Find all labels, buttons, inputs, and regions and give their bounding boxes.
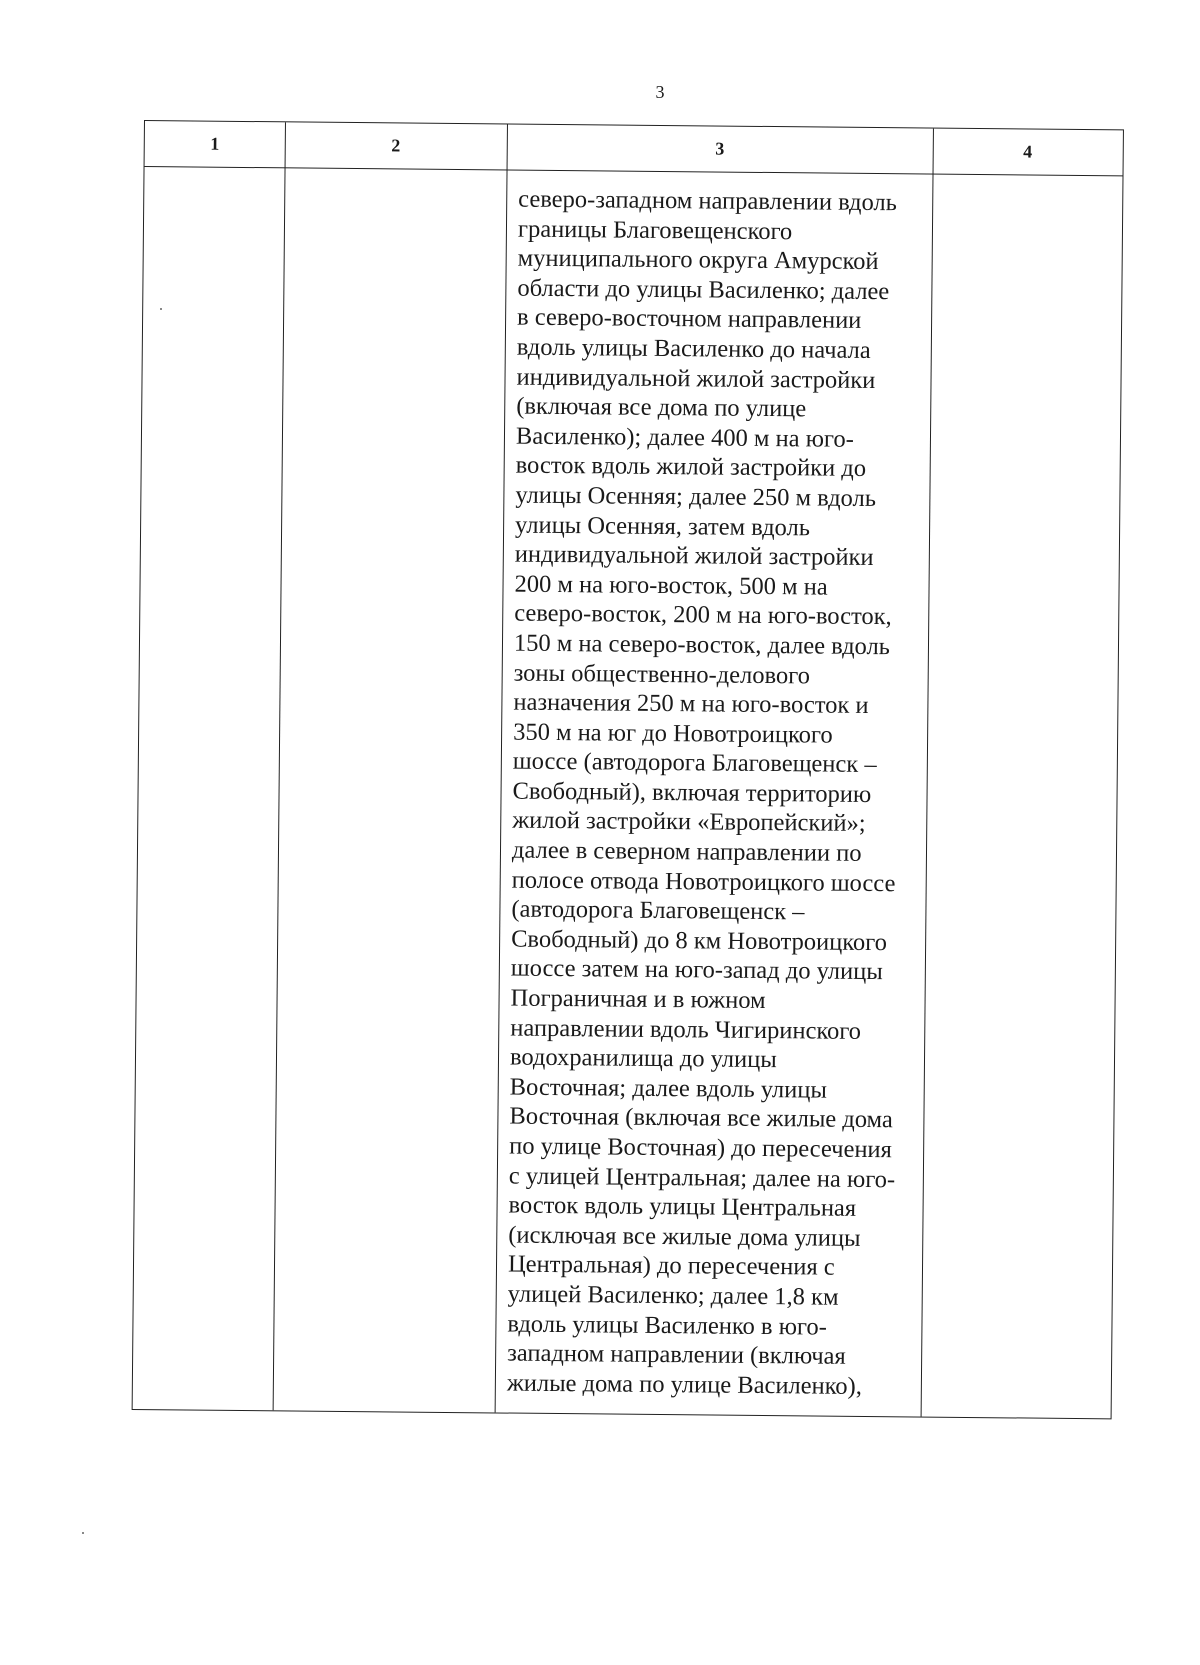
header-col-3: 3 [715,138,725,159]
page-number: 3 [655,82,665,102]
text-line: улицы Осенняя, затем вдоль [515,511,811,541]
text-line: Восточная (включая все жилые дома [509,1102,893,1134]
text-line: 200 м на юго-восток, 500 м на [514,570,828,601]
text-line: вдоль улицы Василенко в юго- [507,1310,827,1341]
header-col-2: 2 [391,135,401,156]
text-line: водохранилища до улицы [509,1043,777,1074]
text-line: северо-восток, 200 м на юго-восток, [514,599,892,631]
text-line: улицы Осенняя; далее 250 м вдоль [515,481,877,512]
column-divider-2 [495,124,508,1412]
boundary-table [132,120,1124,1419]
text-line: восток вдоль улицы Центральная [508,1191,857,1223]
scan-speck [82,1532,84,1534]
text-line: границы Благовещенского [517,215,793,245]
text-line: жилые дома по улице Василенко), [506,1369,863,1400]
text-line: шоссе затем на юго-запад до улицы [510,954,883,986]
text-line: назначения 250 м на юго-восток и [513,688,869,720]
text-line: индивидуальной жилой застройки [514,540,874,572]
text-line: Восточная; далее вдоль улицы [509,1073,828,1104]
text-line: Василенко); далее 400 м на юго- [515,422,854,453]
text-line: с улицей Центральная; далее на юго- [508,1162,896,1193]
text-line: направлении вдоль Чигиринского [510,1014,862,1045]
text-line: муниципального округа Амурской [517,244,879,276]
scan-speck [160,308,162,310]
text-line: полосе отвода Новотроицкого шоссе [511,866,896,897]
text-line: улицей Василенко; далее 1,8 км [507,1280,839,1311]
text-line: Свободный), включая территорию [512,777,872,808]
text-line: 150 м на северо-восток, далее вдоль [513,629,891,661]
text-line: по улице Восточная) до пересечения [509,1132,893,1164]
header-col-4: 4 [1023,141,1033,162]
text-line: Пограничная и в южном [510,984,766,1015]
header-divider [145,166,1123,176]
text-line: области до улицы Василенко; далее [517,274,890,305]
column-divider-1 [273,122,286,1410]
text-line: (включая все дома по улице [516,392,807,423]
text-line: восток вдоль жилой застройки до [515,451,867,483]
boundary-description [507,185,929,1402]
text-line: вдоль улицы Василенко до начала [516,333,871,364]
text-line: жилой застройки «Европейский»; [512,807,866,838]
text-line: западном направлении (включая [507,1339,846,1370]
header-col-1: 1 [210,133,220,154]
text-line: 350 м на юг до Новотроицкого [513,718,833,749]
text-line: (автодорога Благовещенск – [511,895,805,926]
text-line: индивидуальной жилой застройки [516,363,876,394]
text-line: далее в северном направлении по [511,836,862,867]
text-line: (исключая все жилые дома улицы [508,1221,861,1252]
text-line: зоны общественно-делового [513,659,811,689]
text-line: в северо-восточном направлении [516,303,862,335]
text-line: шоссе (автодорога Благовещенск – [512,747,877,779]
text-line: северо-западном направлении вдоль [518,185,898,217]
text-line: Свободный) до 8 км Новотроицкого [511,925,888,957]
text-line: Центральная) до пересечения с [507,1250,835,1282]
